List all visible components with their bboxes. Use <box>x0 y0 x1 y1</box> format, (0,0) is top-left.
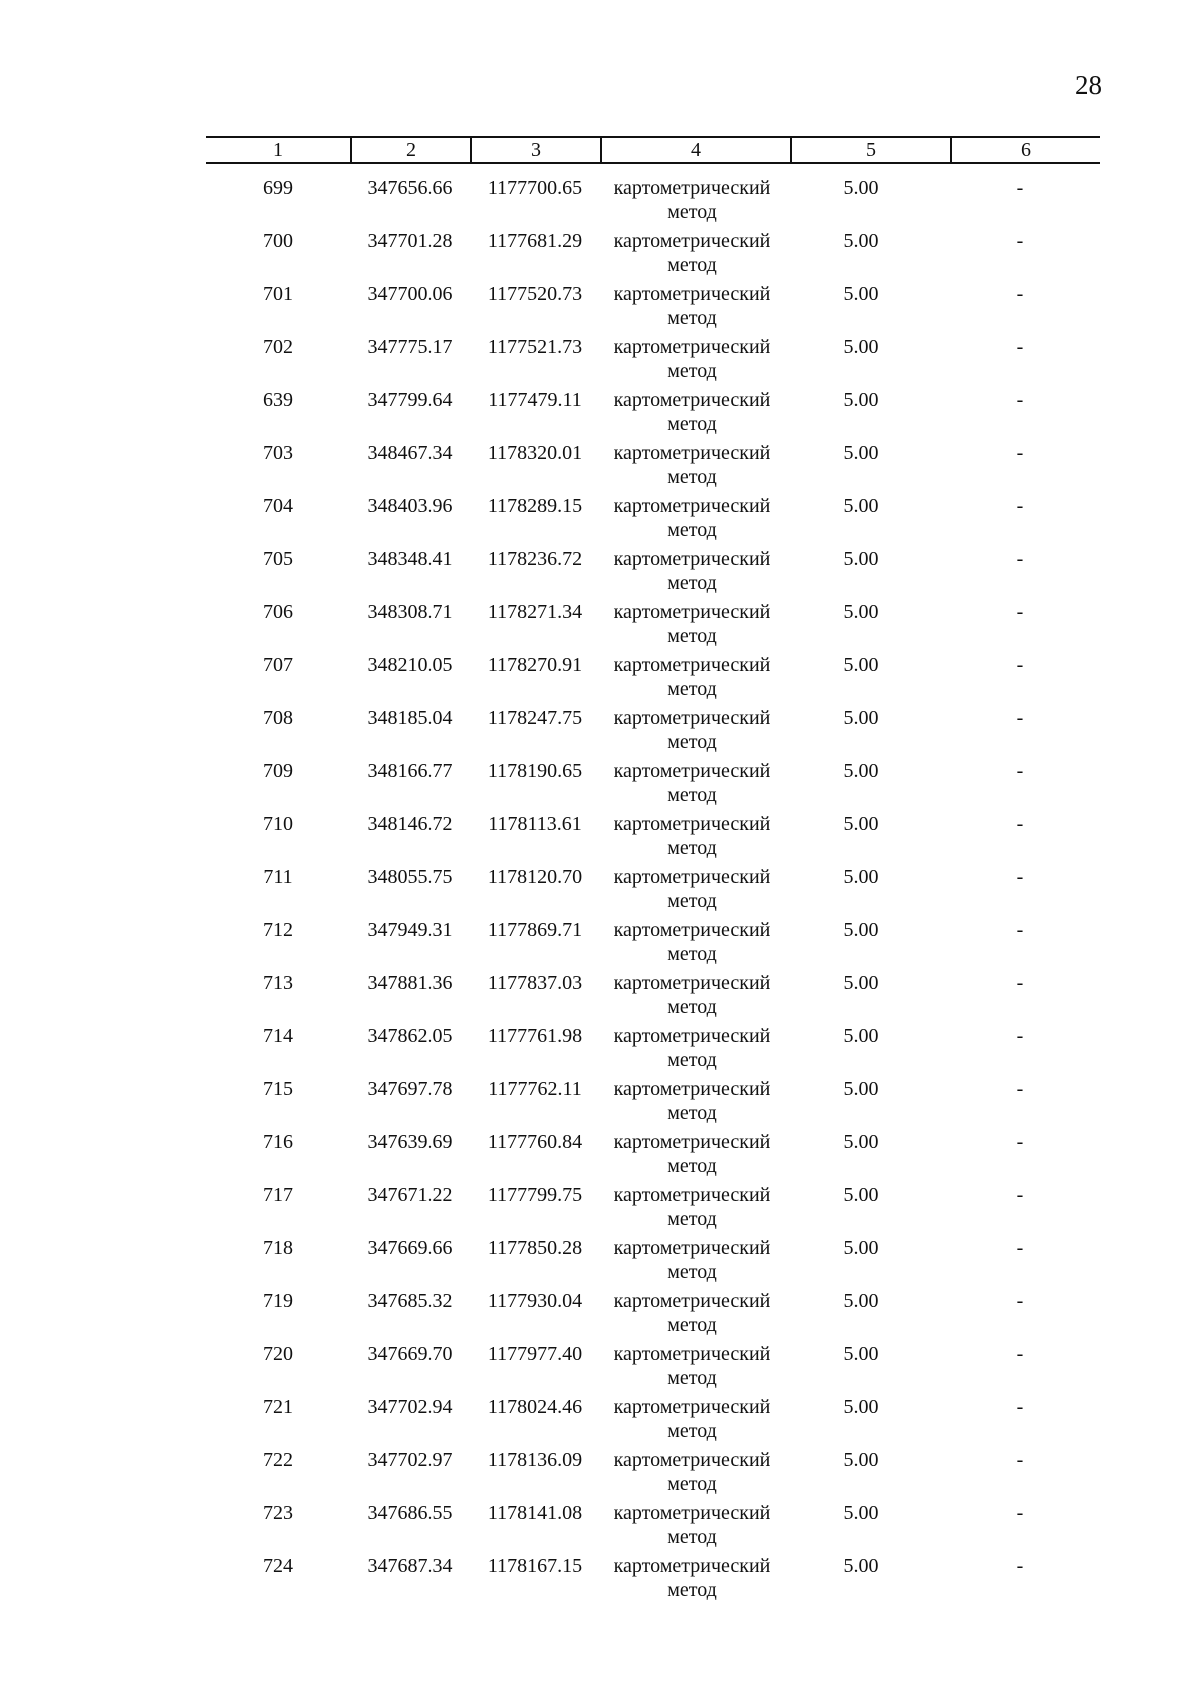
point-number-cell: 699 <box>263 177 293 199</box>
table-row <box>0 282 1200 334</box>
method-cell <box>600 812 784 860</box>
y-coordinate-cell: 1177520.73 <box>487 283 583 305</box>
method-line-1: картометрический <box>613 1078 771 1100</box>
method-cell <box>600 1501 784 1549</box>
x-coordinate-cell: 347700.06 <box>367 283 453 305</box>
accuracy-cell: 5.00 <box>843 548 879 570</box>
x-coordinate-cell: 347697.78 <box>367 1078 453 1100</box>
method-line-1: картометрический <box>613 1502 771 1524</box>
note-cell: - <box>1016 813 1024 835</box>
accuracy-cell: 5.00 <box>843 919 879 941</box>
note-cell: - <box>1016 548 1024 570</box>
accuracy-cell: 5.00 <box>843 1502 879 1524</box>
accuracy-cell: 5.00 <box>843 866 879 888</box>
method-cell <box>600 229 784 277</box>
accuracy-cell: 5.00 <box>843 442 879 464</box>
y-coordinate-cell: 1177869.71 <box>487 919 583 941</box>
accuracy-cell: 5.00 <box>843 177 879 199</box>
method-line-1: картометрический <box>613 1184 771 1206</box>
y-coordinate-cell: 1178120.70 <box>487 866 583 888</box>
y-coordinate-cell: 1178289.15 <box>487 495 583 517</box>
table-header-row <box>206 136 1100 164</box>
x-coordinate-cell: 347702.97 <box>367 1449 453 1471</box>
table-row <box>0 1183 1200 1235</box>
x-coordinate-cell: 347656.66 <box>367 177 453 199</box>
y-coordinate-cell: 1178141.08 <box>487 1502 583 1524</box>
note-cell: - <box>1016 283 1024 305</box>
method-cell <box>600 653 784 701</box>
note-cell: - <box>1016 707 1024 729</box>
accuracy-cell: 5.00 <box>843 1396 879 1418</box>
method-line-2: метод <box>667 307 717 329</box>
method-line-1: картометрический <box>613 813 771 835</box>
table-row <box>0 1289 1200 1341</box>
method-line-2: метод <box>667 1208 717 1230</box>
x-coordinate-cell: 348185.04 <box>367 707 453 729</box>
accuracy-cell: 5.00 <box>843 1025 879 1047</box>
table-row <box>0 1024 1200 1076</box>
method-line-1: картометрический <box>613 389 771 411</box>
method-cell <box>600 1289 784 1337</box>
y-coordinate-cell: 1178236.72 <box>487 548 583 570</box>
y-coordinate-cell: 1178136.09 <box>487 1449 583 1471</box>
y-coordinate-cell: 1178271.34 <box>487 601 583 623</box>
accuracy-cell: 5.00 <box>843 495 879 517</box>
method-line-1: картометрический <box>613 1025 771 1047</box>
accuracy-cell: 5.00 <box>843 707 879 729</box>
x-coordinate-cell: 347669.66 <box>367 1237 453 1259</box>
method-line-2: метод <box>667 1367 717 1389</box>
method-line-1: картометрический <box>613 1131 771 1153</box>
method-cell <box>600 759 784 807</box>
header-col-1: 1 <box>273 139 283 161</box>
point-number-cell: 710 <box>263 813 293 835</box>
table-row <box>0 1236 1200 1288</box>
x-coordinate-cell: 347881.36 <box>367 972 453 994</box>
accuracy-cell: 5.00 <box>843 336 879 358</box>
method-cell <box>600 441 784 489</box>
method-line-1: картометрический <box>613 548 771 570</box>
accuracy-cell: 5.00 <box>843 1343 879 1365</box>
x-coordinate-cell: 347775.17 <box>367 336 453 358</box>
note-cell: - <box>1016 760 1024 782</box>
x-coordinate-cell: 348055.75 <box>367 866 453 888</box>
accuracy-cell: 5.00 <box>843 1078 879 1100</box>
point-number-cell: 715 <box>263 1078 293 1100</box>
method-line-1: картометрический <box>613 177 771 199</box>
accuracy-cell: 5.00 <box>843 283 879 305</box>
x-coordinate-cell: 347702.94 <box>367 1396 453 1418</box>
table-row <box>0 1554 1200 1606</box>
point-number-cell: 720 <box>263 1343 293 1365</box>
x-coordinate-cell: 347685.32 <box>367 1290 453 1312</box>
table-row <box>0 865 1200 917</box>
method-line-1: картометрический <box>613 760 771 782</box>
method-line-1: картометрический <box>613 283 771 305</box>
table-row <box>0 1395 1200 1447</box>
point-number-cell: 717 <box>263 1184 293 1206</box>
y-coordinate-cell: 1178024.46 <box>487 1396 583 1418</box>
method-line-2: метод <box>667 466 717 488</box>
accuracy-cell: 5.00 <box>843 813 879 835</box>
y-coordinate-cell: 1177762.11 <box>488 1078 582 1100</box>
y-coordinate-cell: 1178247.75 <box>487 707 583 729</box>
method-cell <box>600 1342 784 1390</box>
y-coordinate-cell: 1177681.29 <box>487 230 583 252</box>
method-line-2: метод <box>667 1473 717 1495</box>
y-coordinate-cell: 1177837.03 <box>487 972 583 994</box>
method-line-1: картометрический <box>613 601 771 623</box>
method-line-2: метод <box>667 625 717 647</box>
method-line-2: метод <box>667 837 717 859</box>
note-cell: - <box>1016 389 1024 411</box>
point-number-cell: 709 <box>263 760 293 782</box>
point-number-cell: 719 <box>263 1290 293 1312</box>
table-row <box>0 1342 1200 1394</box>
method-line-1: картометрический <box>613 654 771 676</box>
method-line-2: метод <box>667 678 717 700</box>
note-cell: - <box>1016 442 1024 464</box>
y-coordinate-cell: 1177700.65 <box>487 177 583 199</box>
point-number-cell: 704 <box>263 495 293 517</box>
method-line-2: метод <box>667 1261 717 1283</box>
y-coordinate-cell: 1178190.65 <box>487 760 583 782</box>
method-line-1: картометрический <box>613 919 771 941</box>
method-cell <box>600 1077 784 1125</box>
point-number-cell: 707 <box>263 654 293 676</box>
x-coordinate-cell: 348210.05 <box>367 654 453 676</box>
table-row <box>0 706 1200 758</box>
note-cell: - <box>1016 495 1024 517</box>
method-cell <box>600 600 784 648</box>
x-coordinate-cell: 348348.41 <box>367 548 453 570</box>
method-line-1: картометрический <box>613 1396 771 1418</box>
note-cell: - <box>1016 1025 1024 1047</box>
method-line-2: метод <box>667 1526 717 1548</box>
method-line-2: метод <box>667 890 717 912</box>
x-coordinate-cell: 348308.71 <box>367 601 453 623</box>
note-cell: - <box>1016 1502 1024 1524</box>
accuracy-cell: 5.00 <box>843 601 879 623</box>
method-line-2: метод <box>667 1049 717 1071</box>
note-cell: - <box>1016 336 1024 358</box>
note-cell: - <box>1016 1449 1024 1471</box>
method-line-2: метод <box>667 360 717 382</box>
point-number-cell: 703 <box>263 442 293 464</box>
method-line-2: метод <box>667 519 717 541</box>
table-row <box>0 759 1200 811</box>
page-number: 28 <box>1075 70 1102 100</box>
table-row <box>0 1501 1200 1553</box>
y-coordinate-cell: 1177521.73 <box>487 336 583 358</box>
table-row <box>0 971 1200 1023</box>
table-row <box>0 441 1200 493</box>
method-line-2: метод <box>667 1155 717 1177</box>
header-col-3: 3 <box>531 139 541 161</box>
method-cell <box>600 1236 784 1284</box>
accuracy-cell: 5.00 <box>843 1131 879 1153</box>
table-row <box>0 812 1200 864</box>
accuracy-cell: 5.00 <box>843 1237 879 1259</box>
x-coordinate-cell: 347949.31 <box>367 919 453 941</box>
method-line-1: картометрический <box>613 495 771 517</box>
y-coordinate-cell: 1177761.98 <box>487 1025 583 1047</box>
point-number-cell: 705 <box>263 548 293 570</box>
table-row <box>0 1130 1200 1182</box>
point-number-cell: 721 <box>263 1396 293 1418</box>
y-coordinate-cell: 1177977.40 <box>487 1343 583 1365</box>
method-line-2: метод <box>667 254 717 276</box>
method-line-1: картометрический <box>613 1343 771 1365</box>
note-cell: - <box>1016 1078 1024 1100</box>
y-coordinate-cell: 1178320.01 <box>487 442 583 464</box>
method-line-1: картометрический <box>613 1237 771 1259</box>
point-number-cell: 712 <box>263 919 293 941</box>
header-col-4: 4 <box>691 139 701 161</box>
method-line-2: метод <box>667 201 717 223</box>
method-line-2: метод <box>667 1314 717 1336</box>
method-cell <box>600 176 784 224</box>
method-cell <box>600 1130 784 1178</box>
x-coordinate-cell: 347669.70 <box>367 1343 453 1365</box>
table-row <box>0 229 1200 281</box>
x-coordinate-cell: 347671.22 <box>367 1184 453 1206</box>
note-cell: - <box>1016 1343 1024 1365</box>
method-line-2: метод <box>667 1420 717 1442</box>
accuracy-cell: 5.00 <box>843 1555 879 1577</box>
method-line-1: картометрический <box>613 866 771 888</box>
note-cell: - <box>1016 919 1024 941</box>
method-line-1: картометрический <box>613 230 771 252</box>
point-number-cell: 716 <box>263 1131 293 1153</box>
point-number-cell: 718 <box>263 1237 293 1259</box>
y-coordinate-cell: 1177799.75 <box>487 1184 583 1206</box>
point-number-cell: 724 <box>263 1555 293 1577</box>
note-cell: - <box>1016 654 1024 676</box>
method-line-2: метод <box>667 572 717 594</box>
note-cell: - <box>1016 1131 1024 1153</box>
point-number-cell: 714 <box>263 1025 293 1047</box>
note-cell: - <box>1016 1396 1024 1418</box>
method-cell <box>600 706 784 754</box>
x-coordinate-cell: 347862.05 <box>367 1025 453 1047</box>
method-cell <box>600 282 784 330</box>
accuracy-cell: 5.00 <box>843 230 879 252</box>
method-line-2: метод <box>667 784 717 806</box>
method-cell <box>600 1183 784 1231</box>
method-line-2: метод <box>667 731 717 753</box>
method-line-1: картометрический <box>613 442 771 464</box>
accuracy-cell: 5.00 <box>843 1290 879 1312</box>
point-number-cell: 639 <box>263 389 293 411</box>
method-line-1: картометрический <box>613 1290 771 1312</box>
accuracy-cell: 5.00 <box>843 760 879 782</box>
note-cell: - <box>1016 1184 1024 1206</box>
x-coordinate-cell: 347639.69 <box>367 1131 453 1153</box>
method-cell <box>600 1448 784 1496</box>
accuracy-cell: 5.00 <box>843 654 879 676</box>
header-col-5: 5 <box>866 139 876 161</box>
method-cell <box>600 1024 784 1072</box>
method-line-1: картометрический <box>613 1555 771 1577</box>
method-line-2: метод <box>667 1579 717 1601</box>
table-row <box>0 388 1200 440</box>
table-row <box>0 918 1200 970</box>
point-number-cell: 723 <box>263 1502 293 1524</box>
method-cell <box>600 494 784 542</box>
header-col-2: 2 <box>406 139 416 161</box>
x-coordinate-cell: 347799.64 <box>367 389 453 411</box>
header-col-6: 6 <box>1021 139 1031 161</box>
method-line-2: метод <box>667 1102 717 1124</box>
method-cell <box>600 971 784 1019</box>
x-coordinate-cell: 347687.34 <box>367 1555 453 1577</box>
x-coordinate-cell: 347686.55 <box>367 1502 453 1524</box>
table-row <box>0 335 1200 387</box>
table-row <box>0 494 1200 546</box>
y-coordinate-cell: 1177479.11 <box>488 389 582 411</box>
point-number-cell: 711 <box>263 866 293 888</box>
table-row <box>0 1077 1200 1129</box>
x-coordinate-cell: 348166.77 <box>367 760 453 782</box>
note-cell: - <box>1016 866 1024 888</box>
accuracy-cell: 5.00 <box>843 389 879 411</box>
table-row <box>0 600 1200 652</box>
y-coordinate-cell: 1177760.84 <box>487 1131 583 1153</box>
note-cell: - <box>1016 601 1024 623</box>
method-line-1: картометрический <box>613 972 771 994</box>
x-coordinate-cell: 348403.96 <box>367 495 453 517</box>
table-row <box>0 547 1200 599</box>
point-number-cell: 722 <box>263 1449 293 1471</box>
x-coordinate-cell: 348467.34 <box>367 442 453 464</box>
method-line-2: метод <box>667 413 717 435</box>
point-number-cell: 701 <box>263 283 293 305</box>
accuracy-cell: 5.00 <box>843 1184 879 1206</box>
table-row <box>0 653 1200 705</box>
note-cell: - <box>1016 1290 1024 1312</box>
point-number-cell: 713 <box>263 972 293 994</box>
method-cell <box>600 1395 784 1443</box>
method-line-2: метод <box>667 943 717 965</box>
y-coordinate-cell: 1178167.15 <box>487 1555 583 1577</box>
method-cell <box>600 865 784 913</box>
y-coordinate-cell: 1177850.28 <box>487 1237 583 1259</box>
y-coordinate-cell: 1178113.61 <box>488 813 582 835</box>
note-cell: - <box>1016 972 1024 994</box>
point-number-cell: 706 <box>263 601 293 623</box>
note-cell: - <box>1016 177 1024 199</box>
note-cell: - <box>1016 1555 1024 1577</box>
accuracy-cell: 5.00 <box>843 1449 879 1471</box>
x-coordinate-cell: 348146.72 <box>367 813 453 835</box>
note-cell: - <box>1016 1237 1024 1259</box>
method-line-1: картометрический <box>613 707 771 729</box>
y-coordinate-cell: 1178270.91 <box>487 654 583 676</box>
y-coordinate-cell: 1177930.04 <box>487 1290 583 1312</box>
table-row <box>0 1448 1200 1500</box>
x-coordinate-cell: 347701.28 <box>367 230 453 252</box>
method-cell <box>600 335 784 383</box>
point-number-cell: 702 <box>263 336 293 358</box>
method-line-1: картометрический <box>613 336 771 358</box>
method-cell <box>600 1554 784 1602</box>
note-cell: - <box>1016 230 1024 252</box>
method-line-2: метод <box>667 996 717 1018</box>
point-number-cell: 700 <box>263 230 293 252</box>
method-cell <box>600 547 784 595</box>
point-number-cell: 708 <box>263 707 293 729</box>
accuracy-cell: 5.00 <box>843 972 879 994</box>
method-cell <box>600 388 784 436</box>
method-line-1: картометрический <box>613 1449 771 1471</box>
method-cell <box>600 918 784 966</box>
table-row <box>0 176 1200 228</box>
